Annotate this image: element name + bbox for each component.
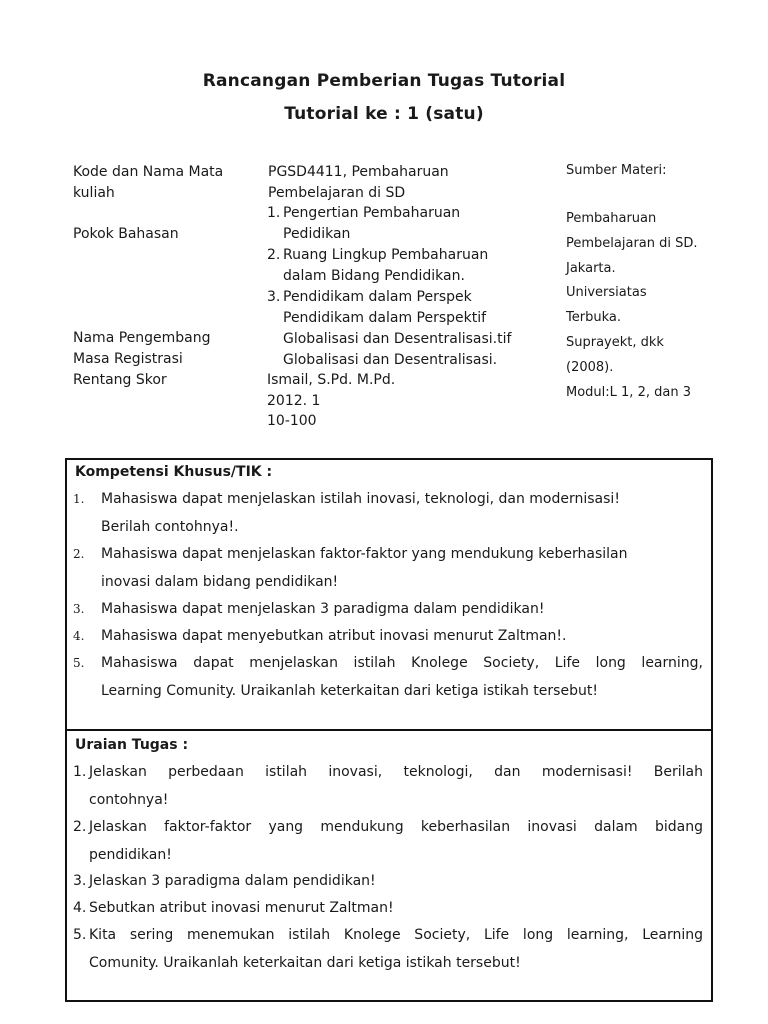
label-registration: Masa Registrasi xyxy=(73,351,183,367)
topic-text xyxy=(283,287,567,371)
competency-item xyxy=(73,623,703,651)
competency-box xyxy=(65,458,713,731)
topic-line: Pendidikam dalam Perspektif xyxy=(283,310,487,326)
competency-number: 4. xyxy=(73,629,85,643)
label-topic: Pokok Bahasan xyxy=(73,226,179,242)
task-line: Sebutkan atribut inovasi menurut Zaltman! xyxy=(89,900,394,916)
source-line: Modul:L 1, 2, dan 3 xyxy=(566,384,691,400)
competency-number: 5. xyxy=(73,656,85,670)
competency-number: 1. xyxy=(73,492,85,506)
topic-item xyxy=(267,287,567,371)
competency-line: Mahasiswa dapat menjelaskan istilah inovasi, teknologi, dan modernisasi! xyxy=(101,491,620,507)
competency-item xyxy=(73,650,703,705)
competency-line: Mahasiswa dapat menyebutkan atribut inovasi menurut Zaltman!. xyxy=(101,628,567,644)
competency-line: inovasi dalam bidang pendidikan! xyxy=(101,573,339,590)
task-line: Kita sering menemukan istilah Knolege Society, Life long learning, Learning xyxy=(89,927,703,943)
task-line: Jelaskan faktor-faktor yang mendukung keberhasilan inovasi dalam bidang xyxy=(89,819,703,835)
competency-text xyxy=(101,541,703,596)
label-course-line: kuliah xyxy=(73,185,115,201)
task-item xyxy=(73,814,703,869)
task-text xyxy=(89,868,703,896)
topic-number: 3. xyxy=(267,289,281,305)
source-line: Pembaharuan xyxy=(566,211,657,226)
topic-line: Globalisasi dan Desentralisasi.tif xyxy=(283,331,512,347)
task-item xyxy=(73,759,703,814)
source-line: (2008). xyxy=(566,359,614,375)
task-line: Comunity. Uraikanlah keterkaitan dari ketiga istikah tersebut! xyxy=(89,954,521,971)
topic-text xyxy=(283,203,567,245)
competency-line: Mahasiswa dapat menjelaskan faktor-faktor yang mendukung keberhasilan xyxy=(101,546,628,562)
developer-value: Ismail, S.Pd. M.Pd. xyxy=(267,372,396,388)
task-item xyxy=(73,868,703,896)
task-text xyxy=(89,922,703,977)
source-line: Pembelajaran di SD. xyxy=(566,235,698,251)
competency-heading: Kompetensi Khusus/TIK : xyxy=(75,464,273,480)
task-number: 5. xyxy=(73,927,87,943)
task-number: 1. xyxy=(73,764,87,780)
course-value-line: PGSD4411, Pembaharuan xyxy=(268,164,449,180)
topic-number: 2. xyxy=(267,247,281,263)
source-list xyxy=(566,207,756,405)
competency-text xyxy=(101,486,703,541)
task-line: Jelaskan perbedaan istilah inovasi, teknologi, dan modernisasi! Berilah xyxy=(89,764,703,780)
task-number: 4. xyxy=(73,900,87,916)
topic-list xyxy=(267,203,567,371)
topic-line: Globalisasi dan Desentralisasi. xyxy=(283,352,498,368)
competency-text xyxy=(101,596,703,624)
competency-number: 2. xyxy=(73,547,85,561)
competency-text xyxy=(101,623,703,651)
task-text xyxy=(89,814,703,869)
document-subtitle: Tutorial ke : 1 (satu) xyxy=(284,104,484,124)
task-line: pendidikan! xyxy=(89,846,172,863)
topic-number: 1. xyxy=(267,205,281,221)
topic-item xyxy=(267,203,567,245)
topic-item xyxy=(267,245,567,287)
task-line: contohnya! xyxy=(89,791,169,808)
competency-line: Learning Comunity. Uraikanlah keterkaitan dari ketiga istikah tersebut! xyxy=(101,682,598,699)
source-line: Universiatas xyxy=(566,285,647,301)
competency-line: Mahasiswa dapat menjelaskan 3 paradigma dalam pendidikan! xyxy=(101,601,545,617)
course-value xyxy=(268,162,449,204)
competency-item xyxy=(73,486,703,541)
competency-item xyxy=(73,596,703,624)
task-number: 2. xyxy=(73,819,87,835)
task-item xyxy=(73,922,703,977)
label-score: Rentang Skor xyxy=(73,372,167,388)
task-box xyxy=(65,729,713,1002)
registration-value: 2012. 1 xyxy=(267,393,321,409)
label-course xyxy=(73,162,223,204)
course-value-line: Pembelajaran di SD xyxy=(268,185,406,201)
competency-item xyxy=(73,541,703,596)
competency-line: Mahasiswa dapat menjelaskan istilah Knolege Society, Life long learning, xyxy=(101,655,703,671)
document-title: Rancangan Pemberian Tugas Tutorial xyxy=(202,71,566,91)
topic-line: Ruang Lingkup Pembaharuan xyxy=(283,247,489,263)
task-item xyxy=(73,895,703,923)
task-text xyxy=(89,895,703,923)
topic-line: Pendidikam dalam Perspek xyxy=(283,289,472,305)
source-line: Jakarta. xyxy=(566,260,616,276)
label-developer: Nama Pengembang xyxy=(73,330,211,346)
topic-line: dalam Bidang Pendidikan. xyxy=(283,268,465,284)
source-line: Suprayekt, dkk xyxy=(566,334,664,350)
competency-line: Berilah contohnya!. xyxy=(101,518,239,535)
score-value: 10-100 xyxy=(267,413,317,429)
source-line: Terbuka. xyxy=(566,310,621,326)
label-course-line: Kode dan Nama Mata xyxy=(73,164,224,180)
topic-line: Pedidikan xyxy=(283,226,351,242)
task-text xyxy=(89,759,703,814)
task-number: 3. xyxy=(73,873,87,889)
competency-number: 3. xyxy=(73,602,85,616)
competency-text xyxy=(101,650,703,705)
source-heading: Sumber Materi: xyxy=(566,163,667,178)
topic-text xyxy=(283,245,567,287)
task-line: Jelaskan 3 paradigma dalam pendidikan! xyxy=(89,873,376,889)
topic-line: Pengertian Pembaharuan xyxy=(283,205,461,221)
task-heading: Uraian Tugas : xyxy=(75,737,189,753)
